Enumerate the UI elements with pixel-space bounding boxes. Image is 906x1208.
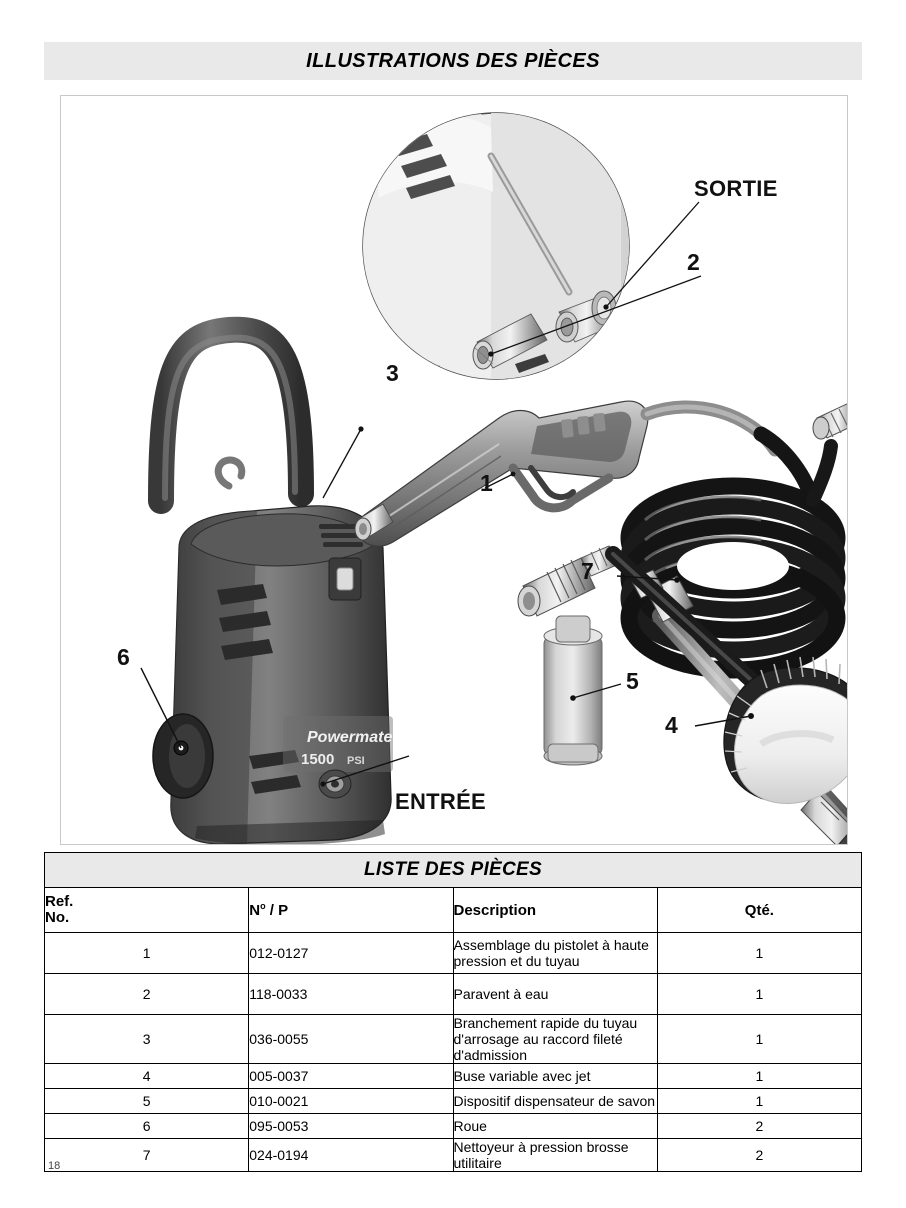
column-header-qty: Qté. [657,888,861,933]
cell-ref: 7 [45,1139,249,1172]
cell-description: Branchement rapide du tuyau d'arrosage au raccord fileté d'admission [453,1015,657,1064]
parts-list-title-row [45,853,862,888]
cell-description: Dispositif dispensateur de savon [453,1089,657,1114]
cell-qty: 1 [657,1015,861,1064]
cell-ref: 1 [45,933,249,974]
table-row [45,1139,862,1172]
column-header-part-no-prefix: N [249,902,261,919]
machine-label [283,716,393,772]
parts-list-title: LISTE DES PIÈCES [45,853,862,888]
table-row [45,1015,862,1064]
cell-description: Assemblage du pistolet à haute pression et du tuyau [453,933,657,974]
parts-illustration [61,96,847,844]
callout-label-1: 1 [480,470,493,496]
column-header-ref-no [45,888,249,933]
coiled-hose [629,486,837,670]
gun-and-hose-assembly [355,401,847,670]
parts-list-header-row [45,888,862,933]
illustration-panel [60,95,848,845]
callout-label-5: 5 [626,668,639,694]
callout-label-4: 4 [665,712,678,738]
column-header-ref-line1: Ref. [45,893,74,911]
cell-part-no: 010-0021 [249,1089,453,1114]
column-header-ref-line2: No. [45,909,70,926]
cell-description: Roue [453,1114,657,1139]
cell-description: Paravent à eau [453,974,657,1015]
page-header-banner [44,42,862,80]
cell-part-no: 012-0127 [249,933,453,974]
cell-description: Nettoyeur à pression brosse utilitaire [453,1139,657,1172]
cell-part-no: 005-0037 [249,1064,453,1089]
table-row [45,1114,862,1139]
table-row [45,974,862,1015]
cell-ref: 6 [45,1114,249,1139]
callout-label-entree: ENTRÉE [395,789,487,814]
cell-ref: 4 [45,1064,249,1089]
cell-qty: 1 [657,1089,861,1114]
column-header-part-no-sup: o [260,901,266,911]
table-row [45,933,862,974]
callout-label-2: 2 [687,249,700,275]
wheel-part [153,714,213,798]
page-number: 18 [48,1160,61,1172]
column-header-part-no-suffix: / P [265,902,289,919]
cell-part-no: 118-0033 [249,974,453,1015]
column-header-part-no [249,888,453,933]
svg-text:PSI: PSI [347,755,365,767]
column-header-description: Description [453,888,657,933]
svg-text:1500: 1500 [301,751,335,768]
svg-text:Powermate: Powermate [307,729,393,746]
cell-qty: 2 [657,1139,861,1172]
cell-ref: 2 [45,974,249,1015]
cell-qty: 1 [657,974,861,1015]
hose-coupler-nut [813,402,847,439]
cell-qty: 1 [657,933,861,974]
parts-list-table [44,852,862,1172]
soap-dispenser-part [518,546,619,765]
cell-qty: 2 [657,1114,861,1139]
callout-label-7: 7 [581,558,594,584]
cell-part-no: 036-0055 [249,1015,453,1064]
cell-part-no: 024-0194 [249,1139,453,1172]
callout-label-sortie: SORTIE [694,176,778,201]
callout-label-3: 3 [386,360,399,386]
page-title: ILLUSTRATIONS DES PIÈCES [306,49,600,72]
callout-label-6: 6 [117,644,130,670]
cell-qty: 1 [657,1064,861,1089]
table-row [45,1089,862,1114]
cell-ref: 3 [45,1015,249,1064]
cell-part-no: 095-0053 [249,1114,453,1139]
cell-description: Buse variable avec jet [453,1064,657,1089]
pressure-washer-unit [153,330,393,844]
table-row [45,1064,862,1089]
cell-ref: 5 [45,1089,249,1114]
